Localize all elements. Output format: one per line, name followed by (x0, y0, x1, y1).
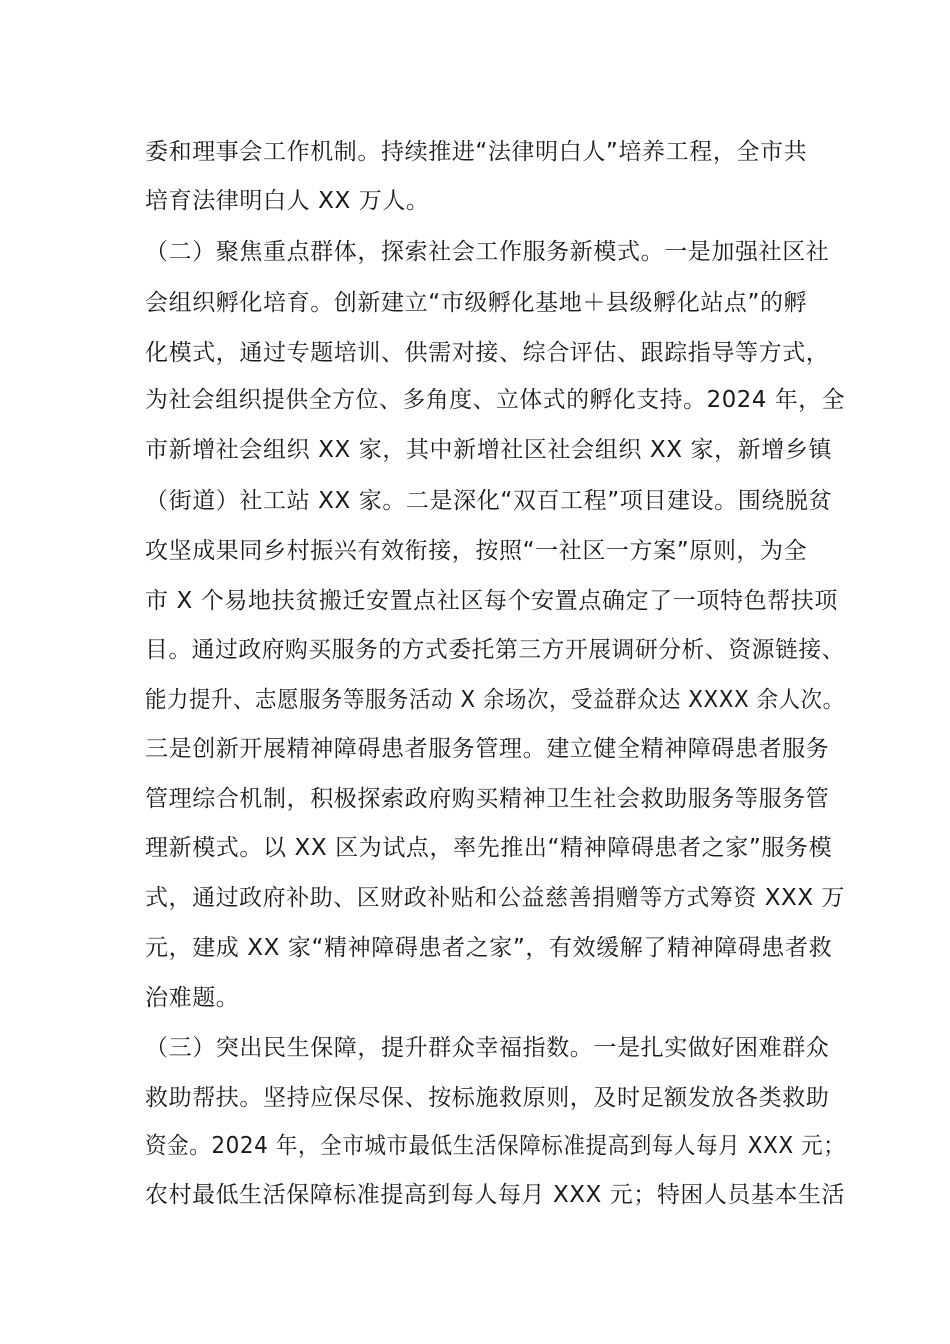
text-line: 治难题。 (145, 985, 240, 1011)
text-line: 攻坚成果同乡村振兴有效衔接，按照“一社区一方案”原则，为全 (145, 538, 808, 564)
text-line: 为社会组织提供全方位、多角度、立体式的孵化支持。2024 年，全 (145, 387, 846, 413)
text-line: 委和理事会工作机制。持续推进“法律明白人”培养工程，全市共 (145, 139, 808, 165)
text-line: 培育法律明白人 XX 万人。 (145, 188, 430, 214)
text-line: 资金。2024 年，全市城市最低生活保障标准提高到每人每月 XXX 元； (145, 1133, 846, 1159)
text-line: 元，建成 XX 家“精神障碍患者之家”，有效缓解了精神障碍患者救 (145, 935, 833, 961)
text-line: 能力提升、志愿服务等服务活动 X 余场次，受益群众达 XXXX 余人次。 (145, 687, 845, 713)
text-line: 救助帮扶。坚持应保尽保、按标施救原则，及时足额发放各类救助 (145, 1085, 830, 1111)
paragraph-heading-line: （二）聚焦重点群体，探索社会工作服务新模式。一是加强社区社 (145, 239, 830, 265)
text-line: 目。通过政府购买服务的方式委托第三方开展调研分析、资源链接、 (145, 637, 845, 663)
text-line: 农村最低生活保障标准提高到每人每月 XXX 元；特困人员基本生活 (145, 1182, 846, 1208)
text-line: 式，通过政府补助、区财政补贴和公益慈善捐赠等方式筹资 XXX 万 (145, 885, 846, 911)
text-line: （街道）社工站 XX 家。二是深化“双百工程”项目建设。围绕脱贫 (145, 488, 833, 514)
text-line: 三是创新开展精神障碍患者服务管理。建立健全精神障碍患者服务 (145, 736, 830, 762)
text-line: 市 X 个易地扶贫搬迁安置点社区每个安置点确定了一项特色帮扶项 (145, 588, 838, 614)
text-line: 理新模式。以 XX 区为试点，率先推出“精神障碍患者之家”服务模 (145, 835, 833, 861)
text-line: 会组织孵化培育。创新建立“市级孵化基地＋县级孵化站点”的孵 (145, 290, 808, 316)
text-line: 化模式，通过专题培训、供需对接、综合评估、跟踪指导等方式， (145, 340, 830, 366)
text-line: 市新增社会组织 XX 家，其中新增社区社会组织 XX 家，新增乡镇 (145, 437, 833, 463)
text-line: 管理综合机制，积极探索政府购买精神卫生社会救助服务等服务管 (145, 786, 830, 812)
paragraph-heading-line: （三）突出民生保障，提升群众幸福指数。一是扎实做好困难群众 (145, 1035, 830, 1061)
